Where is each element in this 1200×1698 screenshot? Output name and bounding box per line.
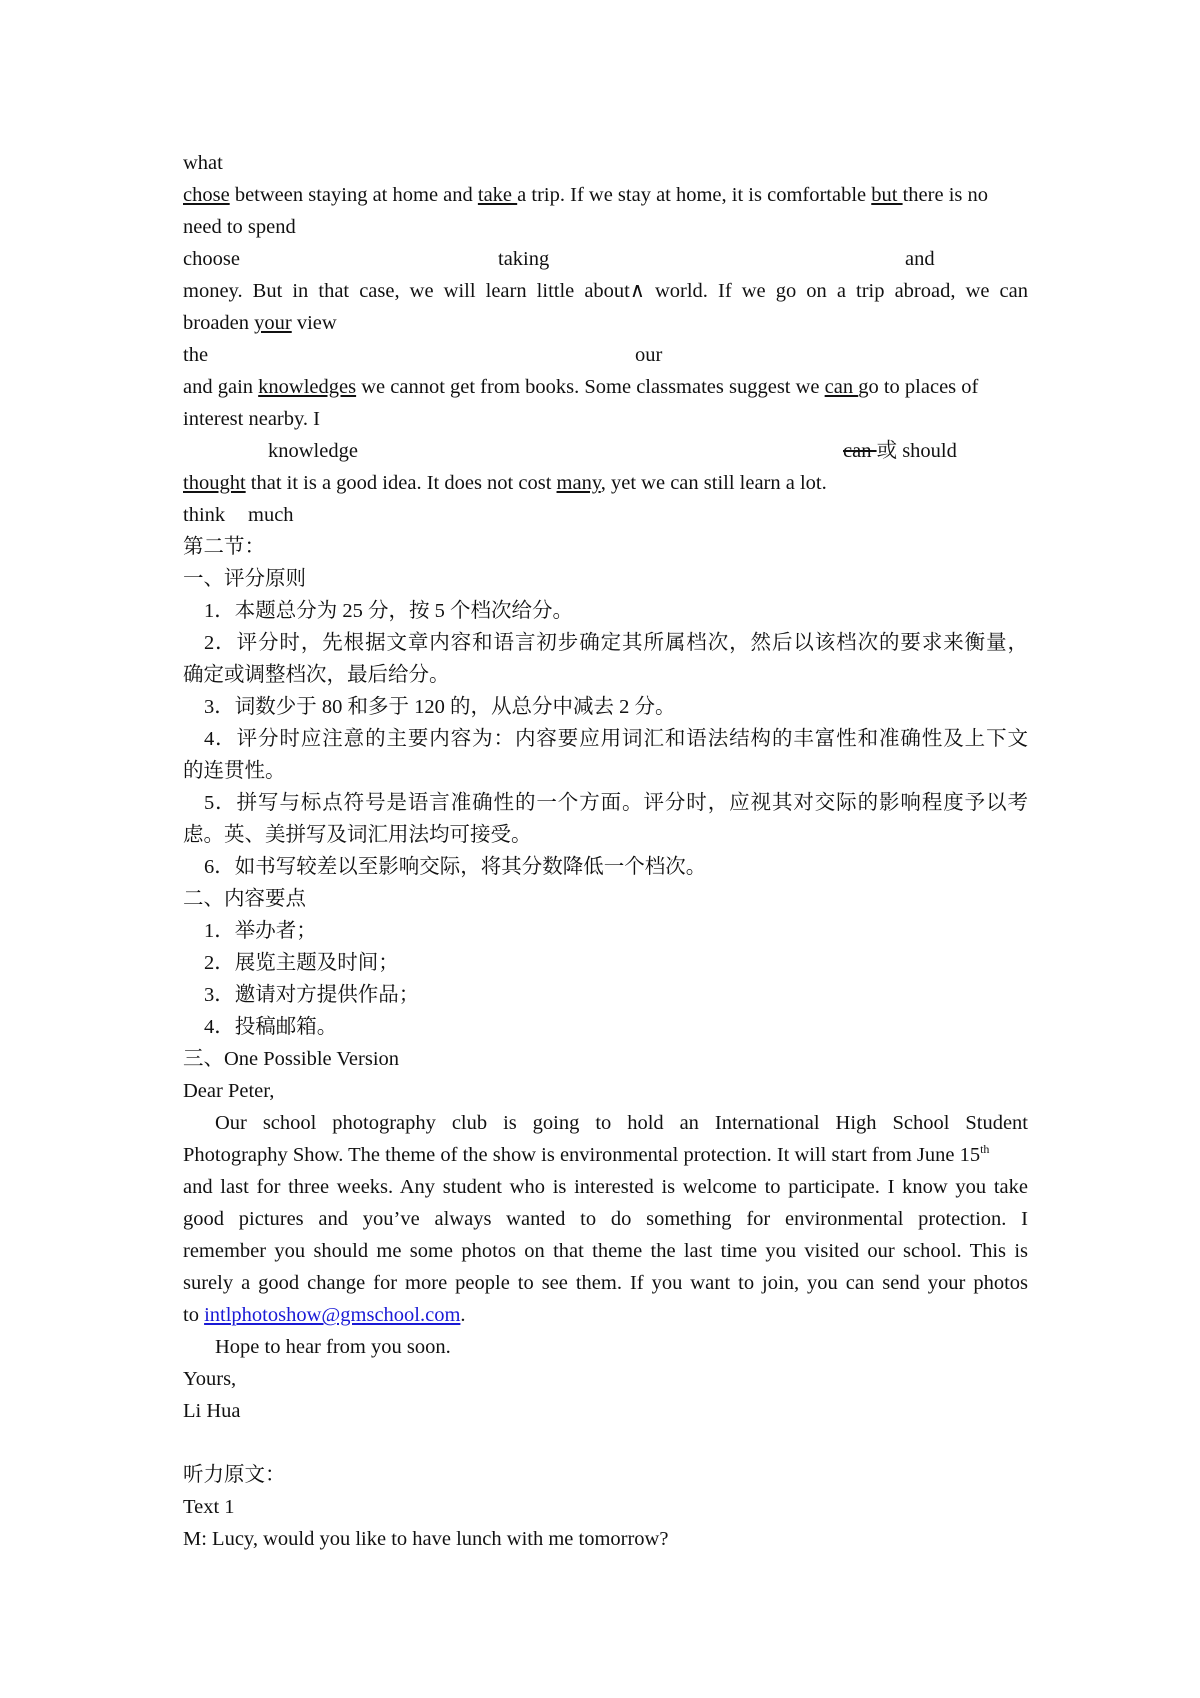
correction-fix: much bbox=[248, 504, 294, 526]
error-word: many bbox=[556, 472, 601, 494]
text-run: go to places of bbox=[858, 376, 979, 398]
principle-4-line-1: 4．评分时应注意的主要内容为：内容要应用词汇和语法结构的丰富性和准确性及上下文 bbox=[204, 728, 1028, 750]
letter-body-line: Our school photography club is going to hold an International High School Student bbox=[215, 1112, 1028, 1134]
error-word: thought bbox=[183, 472, 246, 494]
correction-fix: taking bbox=[498, 248, 550, 270]
version-heading: 三、One Possible Version bbox=[183, 1048, 400, 1070]
correction-line-7 bbox=[183, 467, 1028, 499]
principle-5-line-1: 5．拼写与标点符号是语言准确性的一个方面。评分时，应视其对交际的影响程度予以考 bbox=[204, 792, 1028, 814]
principle-5-line-2: 虑。英、美拼写及词汇用法均可接受。 bbox=[183, 824, 532, 846]
correction-line-3: money. But in that case, we will learn little about∧ world. If we go on a trip abroad, we can bbox=[183, 280, 1028, 302]
text-run: . bbox=[460, 1304, 466, 1326]
principles-heading: 一、评分原则 bbox=[183, 568, 306, 590]
correction-line-2: need to spend bbox=[183, 216, 296, 238]
text-run: a trip. If we stay at home, it is comfortable bbox=[517, 184, 872, 206]
correction-fix: knowledge bbox=[268, 440, 358, 462]
text-run: that it is a good idea. It does not cost bbox=[245, 472, 557, 494]
point-item: 2．展览主题及时间； bbox=[204, 952, 399, 974]
correction-above-line-1 bbox=[183, 147, 1028, 179]
principle-2-line-1: 2．评分时，先根据文章内容和语言初步确定其所属档次，然后以该档次的要求来衡量， bbox=[204, 632, 1028, 654]
correction-line-6: interest nearby. I bbox=[183, 408, 320, 430]
correction-fixes-line-4 bbox=[183, 339, 1028, 371]
deleted-word: can bbox=[843, 440, 877, 462]
correction-fix: 或 should bbox=[876, 440, 957, 462]
correction-line-5 bbox=[183, 371, 1028, 403]
letter-body-line: and last for three weeks. Any student who is interested is welcome to participate. I know you take bbox=[183, 1176, 1028, 1198]
principle-6: 6．如书写较差以至影响交际，将其分数降低一个档次。 bbox=[204, 856, 707, 878]
correction-fixes-line-6 bbox=[183, 435, 1028, 467]
error-word: knowledges bbox=[258, 376, 357, 398]
correction-fix-group bbox=[843, 435, 957, 467]
point-item: 3．邀请对方提供作品； bbox=[204, 984, 420, 1006]
letter-body-line bbox=[183, 1299, 1028, 1331]
letter-yours: Yours, bbox=[183, 1368, 237, 1390]
listening-dialogue-line: M: Lucy, would you like to have lunch with me tomorrow? bbox=[183, 1528, 669, 1550]
correction-fix: the bbox=[183, 344, 209, 366]
email-link[interactable]: intlphotoshow@gmschool.com bbox=[204, 1304, 461, 1326]
correction-fix: choose bbox=[183, 248, 240, 270]
points-heading: 二、内容要点 bbox=[183, 888, 306, 910]
principle-4-line-2: 的连贯性。 bbox=[183, 760, 286, 782]
text-run: broaden bbox=[183, 312, 255, 334]
correction-line-4 bbox=[183, 307, 1028, 339]
listening-heading: 听力原文： bbox=[183, 1464, 286, 1486]
error-word: can bbox=[824, 376, 859, 398]
point-item: 4．投稿邮箱。 bbox=[204, 1016, 338, 1038]
section-heading: 第二节： bbox=[183, 536, 265, 558]
error-word: take bbox=[477, 184, 518, 206]
text-run: between staying at home and bbox=[229, 184, 478, 206]
letter-signature: Li Hua bbox=[183, 1400, 241, 1422]
principle-1: 1．本题总分为 25 分，按 5 个档次给分。 bbox=[204, 600, 573, 622]
error-word: chose bbox=[183, 184, 230, 206]
text-run: , yet we can still learn a lot. bbox=[600, 472, 827, 494]
text-run: and gain bbox=[183, 376, 259, 398]
correction-fixes-line-7 bbox=[183, 499, 1028, 531]
letter-body-line: surely a good change for more people to see them. If you want to join, you can send your photos bbox=[183, 1272, 1028, 1294]
correction-line-1 bbox=[183, 179, 1028, 211]
correction-fix: our bbox=[635, 344, 663, 366]
error-word: your bbox=[254, 312, 292, 334]
correction-fixes-line-2 bbox=[183, 243, 1028, 275]
letter-closing: Hope to hear from you soon. bbox=[215, 1336, 451, 1358]
text-run: there is no bbox=[902, 184, 988, 206]
text-run: to bbox=[183, 1304, 205, 1326]
superscript: th bbox=[980, 1142, 990, 1157]
correction-insert-what: what bbox=[183, 152, 223, 174]
principle-2-line-2: 确定或调整档次，最后给分。 bbox=[183, 664, 450, 686]
letter-body-line: good pictures and you’ve always wanted to do something for environmental protection. I bbox=[183, 1208, 1028, 1230]
letter-body-line: remember you should me some photos on that theme the last time you visited our school. This is bbox=[183, 1240, 1028, 1262]
text-run: view bbox=[291, 312, 337, 334]
letter-salutation: Dear Peter, bbox=[183, 1080, 275, 1102]
point-item: 1．举办者； bbox=[204, 920, 317, 942]
text-run: Photography Show. The theme of the show is environmental protection. It will start from June 15 bbox=[183, 1144, 981, 1166]
correction-fix: and bbox=[905, 248, 935, 270]
letter-body-line bbox=[183, 1139, 1028, 1171]
error-word: but bbox=[871, 184, 903, 206]
text-run: we cannot get from books. Some classmates suggest we bbox=[356, 376, 825, 398]
principle-3: 3．词数少于 80 和多于 120 的，从总分中减去 2 分。 bbox=[204, 696, 676, 718]
listening-text-title: Text 1 bbox=[183, 1496, 235, 1518]
correction-fix: think bbox=[183, 504, 226, 526]
